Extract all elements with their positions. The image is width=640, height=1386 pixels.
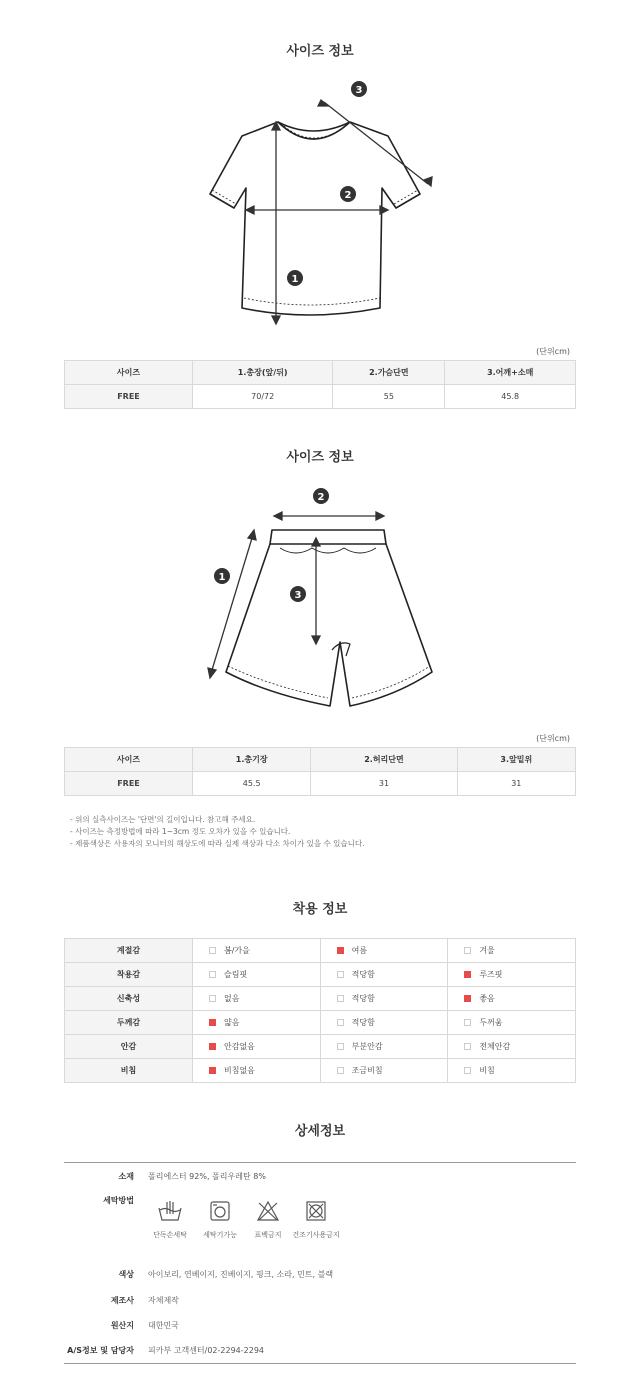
checked-box-icon <box>209 1067 216 1074</box>
wear-option <box>320 1059 448 1083</box>
svg-text:1: 1 <box>291 274 299 285</box>
svg-text:2: 2 <box>344 190 352 201</box>
wear-row-label: 계절감 <box>65 939 193 963</box>
table-cell: 45.8 <box>445 385 576 409</box>
material-label: 소재 <box>118 1172 134 1181</box>
table-header: 1.총장(앞/뒤) <box>193 361 333 385</box>
origin-value: 대한민국 <box>148 1321 179 1330</box>
size-notes <box>70 814 365 850</box>
no-bleach-icon <box>256 1200 280 1222</box>
note-line: - 사이즈는 측정방법에 따라 1~3cm 정도 오차가 있을 수 있습니다. <box>70 827 291 836</box>
wear-row-label: 비침 <box>65 1059 193 1083</box>
wear-option <box>320 1011 448 1035</box>
table-header: 사이즈 <box>65 361 193 385</box>
svg-text:1: 1 <box>218 572 226 583</box>
wear-option-label: 전체안감 <box>479 1042 511 1051</box>
table-header-row <box>65 361 576 385</box>
origin-label: 원산지 <box>110 1321 134 1330</box>
wash-label: 세탁방법 <box>103 1196 134 1205</box>
wear-option-label: 조금비침 <box>351 1066 383 1075</box>
wear-option-label: 얇음 <box>224 1018 240 1027</box>
wear-option <box>320 963 448 987</box>
size-title-top: 사이즈 정보 <box>286 44 354 59</box>
wear-option-label: 안감없음 <box>224 1042 255 1051</box>
table-cell: FREE <box>65 385 193 409</box>
wear-option-label: 적당함 <box>351 994 375 1003</box>
wear-row <box>65 939 576 963</box>
table-row <box>65 772 576 796</box>
unchecked-box-icon <box>464 1067 471 1074</box>
table-header-row <box>65 748 576 772</box>
wash-item <box>286 1200 346 1240</box>
wash-label-text: 단독손세탁 <box>153 1231 187 1239</box>
wear-row <box>65 1059 576 1083</box>
table-cell: 55 <box>333 385 445 409</box>
unchecked-box-icon <box>337 971 344 978</box>
checked-box-icon <box>209 1019 216 1026</box>
wear-option-label: 적당함 <box>351 970 375 979</box>
no-tumble-dry-icon <box>305 1200 327 1222</box>
wear-option-label: 없음 <box>224 994 240 1003</box>
wear-option <box>193 1011 321 1035</box>
wear-option-label: 비침없음 <box>224 1066 255 1075</box>
wear-option <box>193 1035 321 1059</box>
wear-option-label: 슬림핏 <box>224 970 248 979</box>
size-table-bottom <box>64 747 576 796</box>
checked-box-icon <box>464 995 471 1002</box>
table-cell: 45.5 <box>193 772 311 796</box>
unchecked-box-icon <box>337 995 344 1002</box>
wear-info-table <box>64 938 576 1083</box>
table-cell: FREE <box>65 772 193 796</box>
marker-2-top <box>340 186 356 202</box>
shorts-diagram <box>200 480 450 720</box>
table-row <box>65 385 576 409</box>
unchecked-box-icon <box>337 1019 344 1026</box>
washing-machine-icon <box>209 1200 231 1222</box>
svg-text:2: 2 <box>317 492 325 503</box>
table-cell: 31 <box>457 772 575 796</box>
unchecked-box-icon <box>464 947 471 954</box>
wear-option-label: 적당함 <box>351 1018 375 1027</box>
unchecked-box-icon <box>209 971 216 978</box>
table-header: 3.어깨+소매 <box>445 361 576 385</box>
table-cell: 70/72 <box>193 385 333 409</box>
unchecked-box-icon <box>209 995 216 1002</box>
wear-row <box>65 1035 576 1059</box>
marker-1-bottom <box>214 568 230 584</box>
color-value: 아이보리, 연베이지, 진베이지, 핑크, 소라, 민트, 블랙 <box>148 1270 334 1279</box>
maker-label: 제조사 <box>110 1296 134 1305</box>
maker-value: 자체제작 <box>148 1296 179 1305</box>
unchecked-box-icon <box>464 1043 471 1050</box>
wear-row <box>65 987 576 1011</box>
wear-option <box>448 1059 576 1083</box>
size-title-bottom: 사이즈 정보 <box>286 450 354 465</box>
wear-option <box>448 1011 576 1035</box>
wear-row-label: 신축성 <box>65 987 193 1011</box>
wear-option <box>320 1035 448 1059</box>
table-header: 2.가슴단면 <box>333 361 445 385</box>
wear-option-label: 봄/가을 <box>224 946 250 955</box>
note-line: - 위의 실측사이즈는 '단면'의 길이입니다. 참고해 주세요. <box>70 815 256 824</box>
wear-option-label: 비침 <box>479 1066 495 1075</box>
wear-option <box>320 987 448 1011</box>
table-header: 3.앞밑위 <box>457 748 575 772</box>
tshirt-diagram <box>200 76 450 326</box>
wear-option <box>193 987 321 1011</box>
material-value: 폴리에스터 92%, 폴리우레탄 8% <box>148 1172 266 1181</box>
wear-option <box>193 963 321 987</box>
wear-row <box>65 1011 576 1035</box>
wear-row-label: 안감 <box>65 1035 193 1059</box>
wear-row <box>65 963 576 987</box>
svg-text:3: 3 <box>294 590 302 601</box>
table-header: 사이즈 <box>65 748 193 772</box>
wear-option <box>193 939 321 963</box>
svg-text:3: 3 <box>355 85 363 96</box>
unit-label-top: (단위cm) <box>536 347 570 356</box>
size-table-top <box>64 360 576 409</box>
wash-label-text: 세탁기가능 <box>203 1231 237 1239</box>
table-header: 2.허리단면 <box>311 748 457 772</box>
wear-option <box>448 1035 576 1059</box>
as-value: 피카부 고객센터/02-2294-2294 <box>148 1346 265 1355</box>
unchecked-box-icon <box>337 1067 344 1074</box>
unchecked-box-icon <box>209 947 216 954</box>
unchecked-box-icon <box>337 1043 344 1050</box>
marker-3-top <box>351 81 367 97</box>
wear-option <box>448 939 576 963</box>
wear-option <box>448 987 576 1011</box>
wear-option-label: 여름 <box>351 946 368 955</box>
marker-3-bottom <box>290 586 306 602</box>
hand-wash-icon <box>157 1200 183 1222</box>
table-header: 1.총기장 <box>193 748 311 772</box>
marker-2-bottom <box>313 488 329 504</box>
detail-info-title: 상세정보 <box>294 1124 346 1139</box>
wash-label-text: 건조기사용금지 <box>292 1231 340 1239</box>
marker-1-top <box>287 270 303 286</box>
note-line: - 제품색상은 사용자의 모니터의 해상도에 따라 실제 색상과 다소 차이가 있을 수 있습니다. <box>70 839 365 848</box>
wear-option <box>448 963 576 987</box>
wear-option-label: 두꺼움 <box>479 1018 503 1027</box>
unchecked-box-icon <box>464 1019 471 1026</box>
wear-option-label: 겨울 <box>479 946 495 955</box>
wear-option-label: 루즈핏 <box>479 970 503 979</box>
wear-option <box>193 1059 321 1083</box>
checked-box-icon <box>464 971 471 978</box>
color-label: 색상 <box>118 1270 134 1279</box>
detail-info-box <box>64 1162 576 1364</box>
wear-option <box>320 939 448 963</box>
unit-label-bottom: (단위cm) <box>536 734 570 743</box>
wear-info-title: 착용 정보 <box>292 902 348 917</box>
as-label: A/S정보 및 담당자 <box>67 1346 134 1355</box>
checked-box-icon <box>337 947 344 954</box>
checked-box-icon <box>209 1043 216 1050</box>
table-cell: 31 <box>311 772 457 796</box>
wear-option-label: 부분안감 <box>351 1042 383 1051</box>
wear-option-label: 좋음 <box>479 994 495 1003</box>
wear-row-label: 두께감 <box>65 1011 193 1035</box>
wear-row-label: 착용감 <box>65 963 193 987</box>
wash-label-text: 표백금지 <box>254 1231 282 1239</box>
